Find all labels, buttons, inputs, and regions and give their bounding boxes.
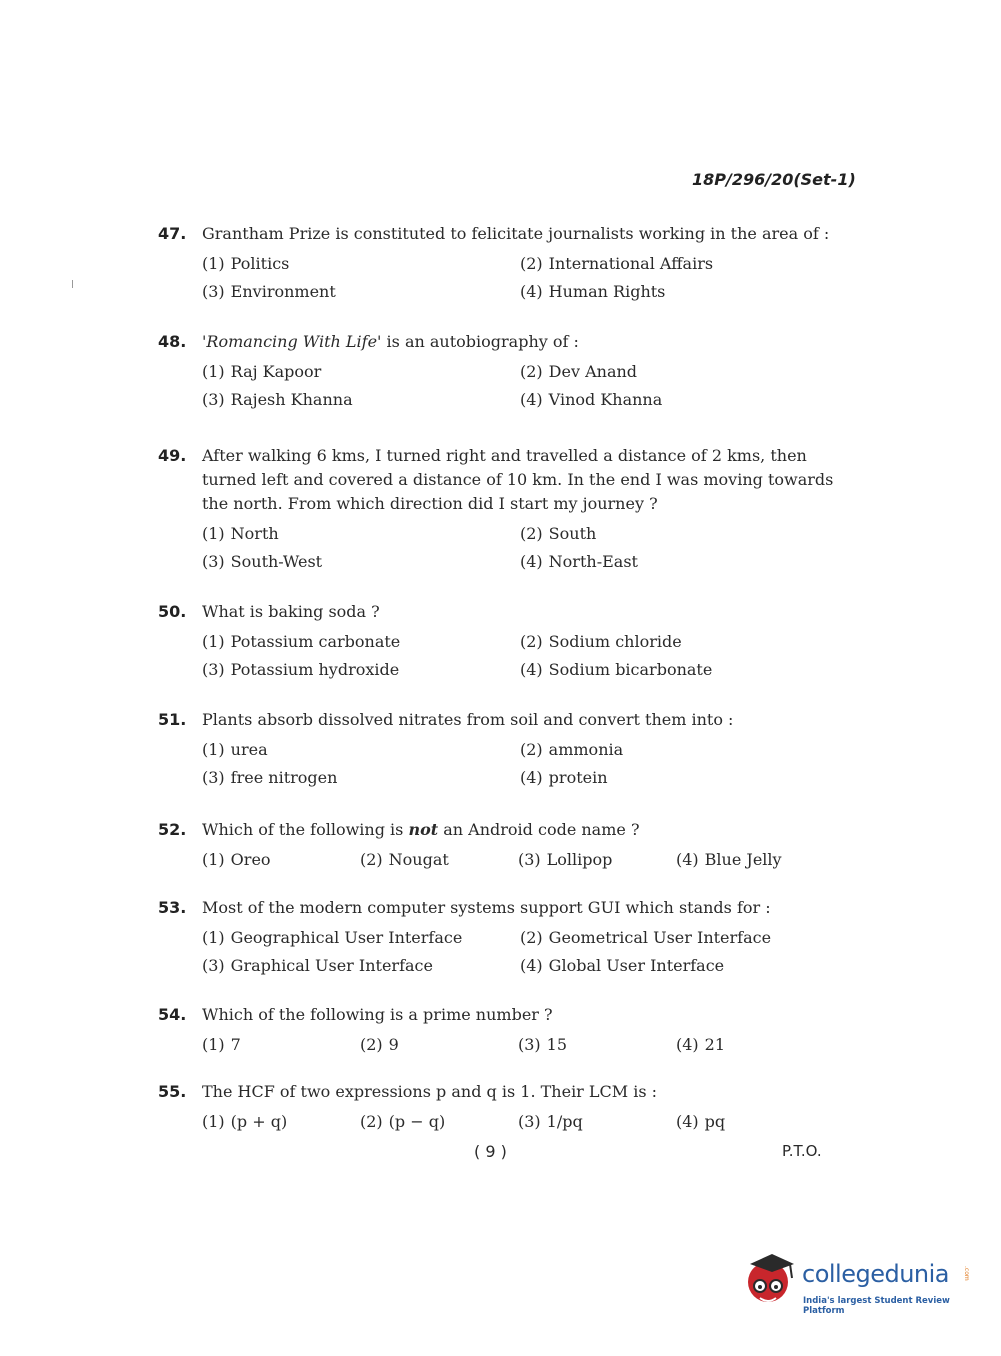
question-number: 53. xyxy=(158,898,187,917)
question-54 xyxy=(158,1003,838,1054)
question-number: 51. xyxy=(158,710,187,729)
question-53 xyxy=(158,896,838,975)
option-4: (4) Blue Jelly xyxy=(676,850,782,869)
book-title: 'Romancing With Life' xyxy=(202,332,382,351)
option-4: (4) 21 xyxy=(676,1035,726,1054)
option-1: (1) Oreo xyxy=(202,850,271,869)
question-text: What is baking soda ? xyxy=(202,602,380,621)
option-1: (1) (p + q) xyxy=(202,1112,288,1131)
question-number: 54. xyxy=(158,1005,187,1024)
question-text: Which of the following is not an Android code name ? xyxy=(202,820,640,839)
question-text: The HCF of two expressions p and q is 1. Their LCM is : xyxy=(202,1082,658,1101)
option-2: (2) South xyxy=(520,524,597,543)
pto-label: P.T.O. xyxy=(782,1142,822,1160)
brand-suffix: .com xyxy=(963,1266,970,1281)
option-1: (1) Raj Kapoor xyxy=(202,362,322,381)
paper-code: 18P/296/20(Set-1) xyxy=(692,170,856,189)
option-4: (4) Vinod Khanna xyxy=(520,390,663,409)
options xyxy=(202,850,838,869)
option-2: (2) International Affairs xyxy=(520,254,714,273)
question-text: Most of the modern computer systems support GUI which stands for : xyxy=(202,898,771,917)
option-4: (4) pq xyxy=(676,1112,726,1131)
options xyxy=(202,1035,838,1054)
question-50 xyxy=(158,600,838,679)
question-number: 50. xyxy=(158,602,187,621)
option-1: (1) Geographical User Interface xyxy=(202,928,463,947)
options xyxy=(202,362,838,409)
question-number: 48. xyxy=(158,332,187,351)
option-4: (4) protein xyxy=(520,768,608,787)
option-2: (2) ammonia xyxy=(520,740,624,759)
question-text: Which of the following is a prime number ? xyxy=(202,1005,553,1024)
options xyxy=(202,740,838,787)
option-4: (4) Sodium bicarbonate xyxy=(520,660,713,679)
option-3: (3) free nitrogen xyxy=(202,768,338,787)
option-1: (1) 7 xyxy=(202,1035,241,1054)
option-3: (3) Environment xyxy=(202,282,336,301)
question-51 xyxy=(158,708,838,787)
question-text: 'Romancing With Life' is an autobiography of : xyxy=(202,332,579,351)
question-48 xyxy=(158,330,838,409)
mascot-icon xyxy=(742,1250,800,1312)
option-3: (3) Graphical User Interface xyxy=(202,956,433,975)
option-1: (1) Potassium carbonate xyxy=(202,632,401,651)
question-number: 49. xyxy=(158,446,187,465)
emphasis-not: not xyxy=(408,820,439,839)
question-52 xyxy=(158,818,838,869)
scan-mark xyxy=(72,280,73,288)
option-4: (4) Human Rights xyxy=(520,282,666,301)
question-55 xyxy=(158,1080,838,1131)
options xyxy=(202,928,838,975)
question-47 xyxy=(158,222,838,301)
option-2: (2) (p − q) xyxy=(360,1112,446,1131)
options xyxy=(202,524,838,571)
brand-name: collegedunia xyxy=(802,1260,950,1288)
option-2: (2) Nougat xyxy=(360,850,449,869)
option-3: (3) Potassium hydroxide xyxy=(202,660,400,679)
question-number: 55. xyxy=(158,1082,187,1101)
option-3: (3) South-West xyxy=(202,552,323,571)
question-text: Plants absorb dissolved nitrates from soil and convert them into : xyxy=(202,710,734,729)
option-3: (3) 15 xyxy=(518,1035,568,1054)
collegedunia-watermark xyxy=(742,1250,972,1316)
options xyxy=(202,632,838,679)
page-number: ( 9 ) xyxy=(474,1142,507,1161)
option-2: (2) 9 xyxy=(360,1035,399,1054)
option-3: (3) Rajesh Khanna xyxy=(202,390,353,409)
options xyxy=(202,254,838,301)
option-3: (3) Lollipop xyxy=(518,850,613,869)
question-number: 47. xyxy=(158,224,187,243)
question-text: Grantham Prize is constituted to felicitate journalists working in the area of : xyxy=(202,224,830,243)
option-2: (2) Geometrical User Interface xyxy=(520,928,772,947)
option-1: (1) urea xyxy=(202,740,268,759)
question-49 xyxy=(158,444,838,571)
option-4: (4) North-East xyxy=(520,552,638,571)
option-3: (3) 1/pq xyxy=(518,1112,583,1131)
option-2: (2) Sodium chloride xyxy=(520,632,682,651)
brand-tagline: India's largest Student Review Platform xyxy=(803,1296,950,1316)
option-4: (4) Global User Interface xyxy=(520,956,725,975)
option-1: (1) Politics xyxy=(202,254,290,273)
question-text: After walking 6 kms, I turned right and travelled a distance of 2 kms, then turned left and covered a distance of 10 km. In the end I was moving towards the north. From which direction did I start my journey ? xyxy=(202,446,834,513)
options xyxy=(202,1112,838,1131)
option-1: (1) North xyxy=(202,524,279,543)
option-2: (2) Dev Anand xyxy=(520,362,638,381)
question-number: 52. xyxy=(158,820,187,839)
